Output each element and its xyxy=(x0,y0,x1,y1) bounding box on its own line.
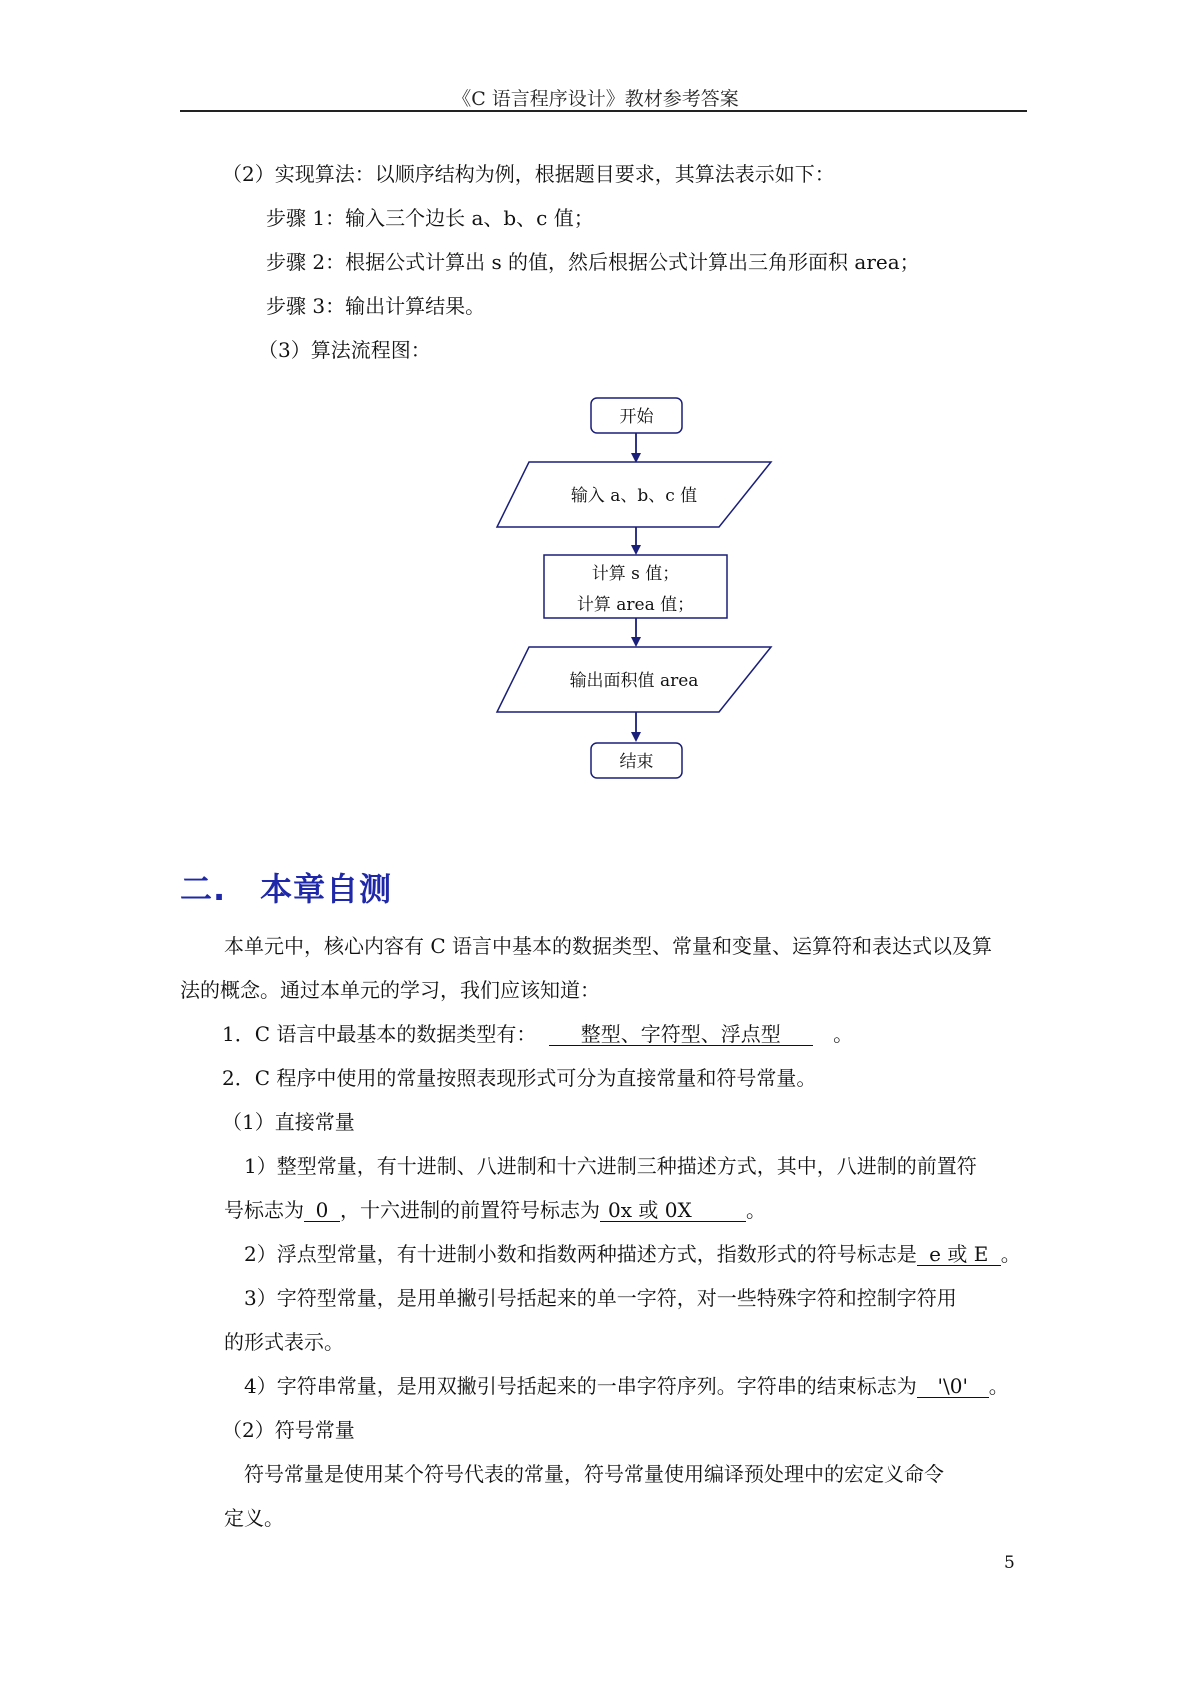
flowchart-start-label: 开始 xyxy=(619,407,654,427)
flowchart-process-label-2: 计算 area 值； xyxy=(576,595,695,615)
subsection-symbolic-constants: （2）符号常量 xyxy=(222,1418,355,1442)
algorithm-flowchart xyxy=(0,0,1191,800)
symbolic-constants-line-1: 符号常量是使用某个符号代表的常量，符号常量使用编译预处理中的宏定义命令 xyxy=(244,1462,944,1486)
item-1-answer-hex: 0x 或 0X xyxy=(600,1199,746,1222)
item-4-text: 4）字符串常量，是用双撇引号括起来的一串字符序列。字符串的结束标志为 xyxy=(244,1374,917,1398)
flowchart-output-label: 输出面积值 area xyxy=(569,671,699,691)
item-1-answer-octal: 0 xyxy=(304,1199,340,1222)
item-2-period: 。 xyxy=(1000,1242,1021,1266)
selftest-paragraph-line-1: 本单元中，核心内容有 C 语言中基本的数据类型、常量和变量、运算符和表达式以及算 xyxy=(224,934,993,958)
algorithm-step-1: 步骤 1：输入三个边长 a、b、c 值； xyxy=(266,206,594,230)
question-1 xyxy=(222,1022,853,1046)
item-2-answer: e 或 E xyxy=(917,1243,1001,1266)
symbolic-constants-line-2: 定义。 xyxy=(224,1506,284,1530)
section-number: 二. xyxy=(180,870,227,908)
question-1-period: 。 xyxy=(833,1022,854,1046)
item-2-text: 2）浮点型常量，有十进制小数和指数两种描述方式，指数形式的符号标志是 xyxy=(244,1242,917,1266)
item-4-answer: '\0' xyxy=(917,1375,989,1398)
item-1-middle: ，十六进制的前置符号标志为 xyxy=(340,1198,600,1222)
flowchart-end-label: 结束 xyxy=(619,752,654,772)
section-title: 本章自测 xyxy=(260,870,393,908)
question-2: 2．C 程序中使用的常量按照表现形式可分为直接常量和符号常量。 xyxy=(222,1066,817,1090)
item-1-line-2 xyxy=(224,1198,766,1222)
section-heading xyxy=(180,864,392,910)
flowchart-input-label: 输入 a、b、c 值 xyxy=(570,486,698,506)
algorithm-step-3: 步骤 3：输出计算结果。 xyxy=(266,294,486,318)
running-header: 《C 语言程序设计》教材参考答案 xyxy=(452,88,739,110)
page-number: 5 xyxy=(1004,1553,1015,1573)
item-2 xyxy=(244,1242,1021,1266)
item-1-line-1: 1）整型常量，有十进制、八进制和十六进制三种描述方式，其中，八进制的前置符 xyxy=(244,1154,977,1178)
item-1-period: 。 xyxy=(746,1198,766,1222)
flowchart-process-label-1: 计算 s 值； xyxy=(591,564,680,584)
algorithm-intro: （2）实现算法：以顺序结构为例，根据题目要求，其算法表示如下： xyxy=(222,162,835,186)
question-1-text: 1．C 语言中最基本的数据类型有： xyxy=(222,1022,537,1046)
item-3-line-2: 的形式表示。 xyxy=(224,1330,344,1354)
algorithm-step-2: 步骤 2：根据公式计算出 s 的值，然后根据公式计算出三角形面积 area； xyxy=(266,250,920,274)
selftest-paragraph-line-2: 法的概念。通过本单元的学习，我们应该知道： xyxy=(180,978,600,1002)
subsection-direct-constants: （1）直接常量 xyxy=(222,1110,355,1134)
item-1-prefix: 号标志为 xyxy=(224,1198,304,1222)
item-4 xyxy=(244,1374,1009,1398)
item-3-line-1: 3）字符型常量，是用单撇引号括起来的单一字符，对一些特殊字符和控制字符用 xyxy=(244,1286,957,1310)
flowchart-caption: （3）算法流程图： xyxy=(258,338,431,362)
question-1-answer: 整型、字符型、浮点型 xyxy=(549,1023,813,1046)
item-4-period: 。 xyxy=(988,1374,1009,1398)
